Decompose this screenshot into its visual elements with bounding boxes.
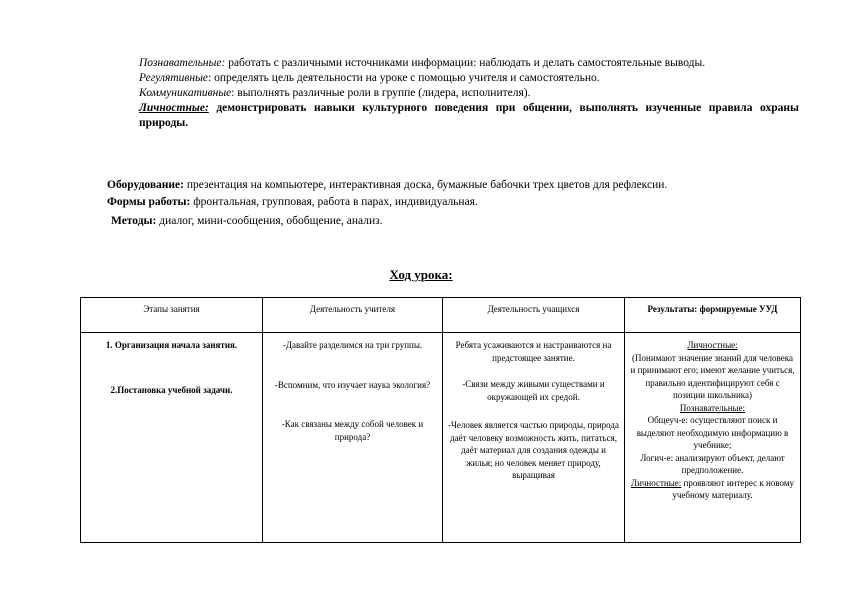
- teacher-3: -Как связаны между собой человек и природа?: [281, 419, 424, 442]
- stage-2: 2.Постановка учебной задачи.: [110, 384, 233, 395]
- results-personal2-text: проявляют интерес к новому учебному материалу.: [672, 477, 795, 500]
- forms-label: Формы работы:: [107, 196, 191, 208]
- table-row: [81, 333, 801, 543]
- header-stages: Этапы занятия: [81, 298, 263, 333]
- header-teacher: Деятельность учителя: [263, 298, 443, 333]
- lesson-table: [80, 297, 801, 543]
- results-cognitive-label: Познавательные:: [679, 402, 746, 413]
- goal-communicative-label: Коммуникативные: [139, 87, 232, 99]
- methods-line: [111, 214, 383, 229]
- goal-personal: [139, 101, 799, 131]
- students-cell: [443, 333, 625, 543]
- goal-cognitive-label: Познавательные:: [139, 57, 226, 69]
- teacher-2: -Вспомним, что изучает наука экология?: [274, 379, 431, 390]
- results-cell: [625, 333, 801, 543]
- teacher-cell: [263, 333, 443, 543]
- equipment-text: презентация на компьютере, интерактивная доска, бумажные бабочки трех цветов для рефлексии.: [184, 179, 668, 191]
- stages-cell: [81, 333, 263, 543]
- header-students: Деятельность учащихся: [443, 298, 625, 333]
- results-personal2-label: Личностные:: [630, 477, 682, 488]
- forms-text: фронтальная, групповая, работа в парах, индивидуальная.: [190, 196, 478, 208]
- goal-personal-text: демонстрировать навыки культурного поведения при общении, выполнять изученные правила охраны природы.: [139, 102, 799, 129]
- forms-line: [107, 195, 478, 210]
- table-header-row: [81, 298, 801, 333]
- goal-communicative: [139, 86, 799, 101]
- students-2: -Связи между живыми существами и окружающей их средой.: [462, 379, 605, 402]
- students-1: Ребята усаживаются и настраиваются на предстоящее занятие.: [455, 340, 612, 363]
- results-personal-text: (Понимают значение знаний для человека и принимают его; имеют желание учиться, правильно идентифицируют себя с позиции школьника): [630, 352, 795, 400]
- equipment-label: Оборудование:: [107, 179, 184, 191]
- stage-1: 1. Организация начала занятия.: [105, 340, 238, 350]
- equipment-line: [107, 178, 667, 193]
- goal-regulatory-text: : определять цель деятельности на уроке с помощью учителя и самостоятельно.: [208, 72, 600, 84]
- goal-cognitive: [139, 56, 799, 71]
- header-results: Результаты: формируемые УУД: [625, 298, 801, 333]
- results-logical: Логич-е: анализируют объект, делают предположение.: [640, 452, 785, 475]
- goal-communicative-text: : выполнять различные роли в группе (лидера, исполнителя).: [231, 87, 531, 99]
- results-personal2: [630, 477, 795, 502]
- methods-label: Методы:: [111, 215, 157, 227]
- results-personal-label: Личностные:: [687, 340, 738, 350]
- goal-regulatory-label: Регулятивные: [139, 72, 208, 84]
- goal-cognitive-text: работать с различными источниками информации: наблюдать и делать самостоятельные выводы.: [225, 57, 706, 69]
- goals-block: [139, 56, 799, 131]
- teacher-1: -Давайте разделимся на три группы.: [282, 340, 423, 350]
- students-3: -Человек является частью природы, природа даёт человеку возможность жить, питаться, даёт материал для создания одежды и жилья; но человек меняет природу, выращивая: [448, 420, 619, 480]
- page-title: Ход урока:: [389, 267, 453, 282]
- goal-regulatory: [139, 71, 799, 86]
- results-general: Общеуч-е: осуществляют поиск и выделяют необходимую информацию в учебнике;: [636, 415, 789, 450]
- goal-personal-label: Личностные:: [139, 102, 209, 114]
- methods-text: диалог, мини-сообщения, обобщение, анализ.: [156, 215, 383, 227]
